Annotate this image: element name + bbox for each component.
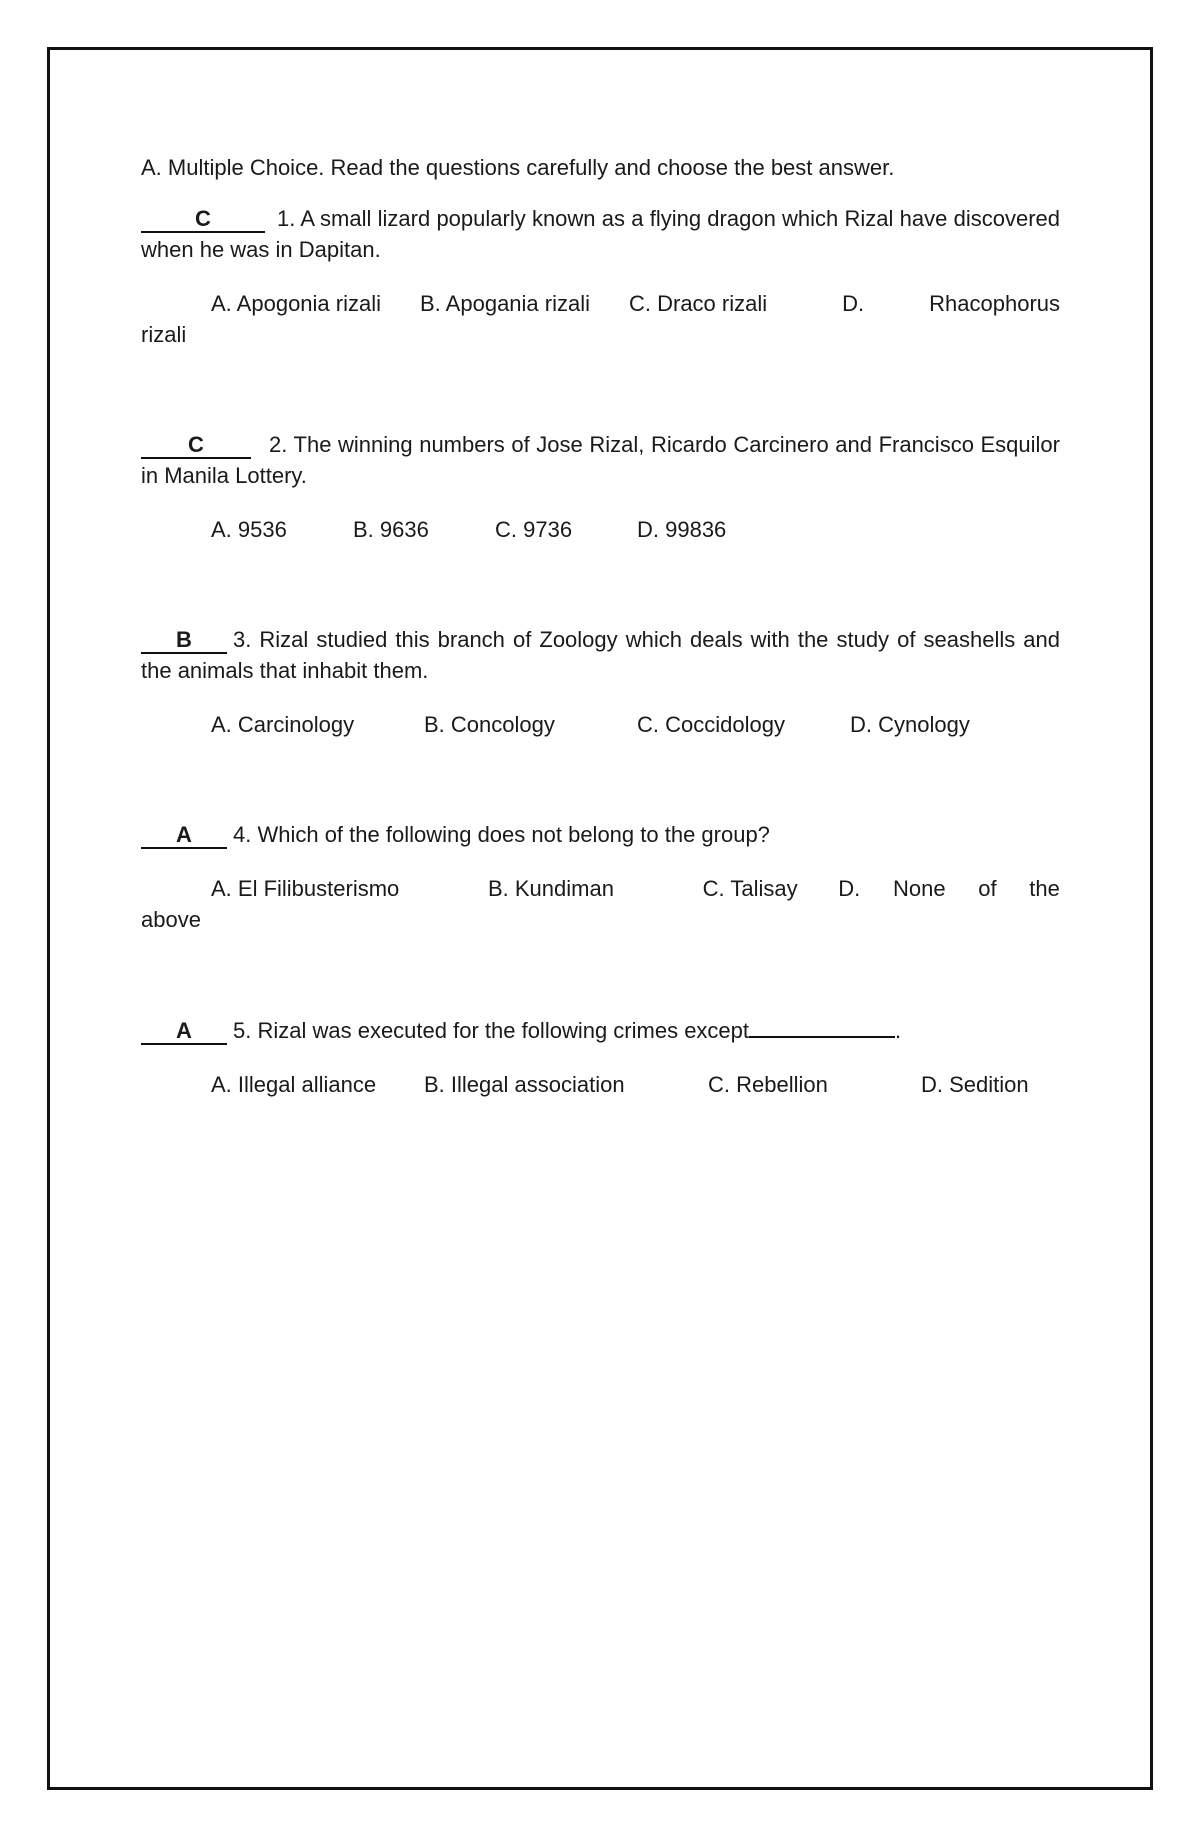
choice-d: D. Cynology [850,712,970,737]
question-text: 3. Rizal studied this branch of Zoology which deals with the study of seashells and the animals that inhabit them. [141,627,1060,683]
question-3 [141,624,1060,740]
question-4-choices [141,873,1060,935]
question-3-choices [141,709,1060,740]
question-5-choices [141,1069,1060,1100]
question-1-stem [141,203,1060,265]
question-1 [141,203,1060,350]
choice-c: C. Rebellion [708,1072,828,1097]
choice-d-text: Rhacophorus rizali [141,291,1061,347]
choice-c: C. 9736 [495,517,573,542]
answer-blank: C [141,433,251,459]
choice-a: A. 9536 [211,517,287,542]
choice-a: A. Apogonia rizali [211,291,381,316]
choice-a: A. Carcinology [211,712,355,737]
choice-d-label: D. [842,291,865,316]
instructions-text: A. Multiple Choice. Read the questions carefully and choose the best answer. [141,155,895,180]
question-4-stem [141,819,1060,850]
question-text: 1. A small lizard popularly known as a flying dragon which Rizal have discovered when he was in Dapitan. [141,206,1060,262]
answer-blank: C [141,207,265,233]
choice-d-word-1: None [892,876,946,901]
choice-c: C. Talisay [702,876,798,901]
question-5-stem [141,1014,1060,1046]
question-2-choices [141,514,1060,545]
answer-blank: A [141,823,227,849]
choice-c: C. Draco rizali [629,291,768,316]
question-4 [141,819,1060,935]
choice-d-label: D. [838,876,861,901]
question-1-choices [141,288,1060,350]
choice-a: A. Illegal alliance [211,1072,377,1097]
answer-blank: B [141,628,227,654]
choice-b: B. 9636 [353,517,429,542]
question-5 [141,1014,1060,1100]
question-text: 4. Which of the following does not belong to the group? [233,822,770,847]
question-text-end: . [895,1018,902,1043]
choice-b: B. Concology [424,712,555,737]
fill-in-blank-line [749,1014,895,1038]
question-2-stem [141,429,1060,491]
question-3-stem [141,624,1060,686]
choice-d: D. 99836 [637,517,727,542]
question-2 [141,429,1060,545]
question-text: 2. The winning numbers of Jose Rizal, Ricardo Carcinero and Francisco Esquilor in Manila Lottery. [141,432,1060,488]
choice-d-word-3: the above [141,876,1060,932]
choice-b: B. Apogania rizali [420,291,590,316]
quiz-content [141,152,1060,1100]
choice-c: C. Coccidology [637,712,785,737]
choice-b: B. Kundiman [487,876,614,901]
choice-d-word-2: of [978,876,997,901]
choice-a: A. El Filibusterismo [211,876,400,901]
choice-d: D. Sedition [921,1072,1029,1097]
question-text: 5. Rizal was executed for the following crimes except [233,1018,750,1043]
answer-blank: A [141,1019,227,1045]
choice-b: B. Illegal association [424,1072,625,1097]
